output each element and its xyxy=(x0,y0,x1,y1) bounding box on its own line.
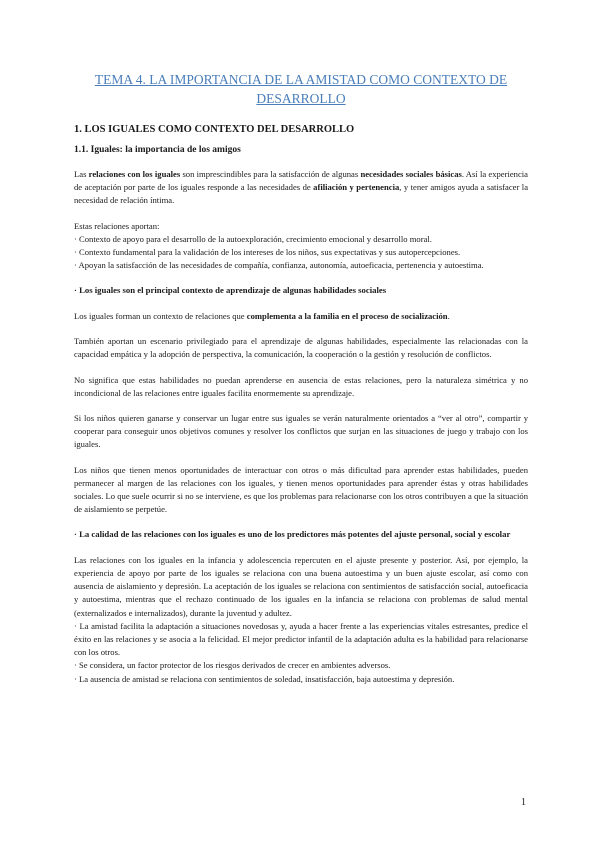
page-content xyxy=(74,70,528,698)
document-title: TEMA 4. LA IMPORTANCIA DE LA AMISTAD COMO CONTEXTO DE DESARROLLO xyxy=(94,72,508,106)
list-item: · Se considera, un factor protector de los riesgos derivados de crecer en ambientes adversos. xyxy=(74,660,391,671)
bullet-heading: · La calidad de las relaciones con los iguales es uno de los predictores más potentes del ajuste personal, social y escolar xyxy=(74,529,511,540)
contributions-list xyxy=(74,220,528,273)
paragraph: Si los niños quieren ganarse y conservar un lugar entre sus iguales se verán naturalmente orientados a “ver al otro”, compartir y cooperar para conseguir unos objetivos comunes y resolver los conflictos que surjan en las situaciones de juego y trabajo con los iguales. xyxy=(74,412,528,450)
list-item: · Contexto de apoyo para el desarrollo de la autoexploración, crecimiento emocional y desarrollo moral. xyxy=(74,233,432,244)
bullet-heading: · Los iguales son el principal contexto de aprendizaje de algunas habilidades sociales xyxy=(74,285,387,296)
list-item: · Apoyan la satisfacción de las necesidades de compañía, confianza, autonomía, autoeficacia, pertenencia y autoestima. xyxy=(74,260,484,271)
subsection-heading: 1.1. Iguales: la importancia de los amigos xyxy=(74,145,241,155)
paragraph: Los niños que tienen menos oportunidades de interactuar con otros o más dificultad para aprender estas habilidades, pueden permanecer al margen de las relaciones con los iguales, y tienen menos oportunidades para aprender éstas y otras habilidades sociales. Lo que suele ocurrir si no se interviene, es que los problemas para relacionarse con los otros contribuyen a que la situación de aislamiento se perpetúe. xyxy=(74,464,528,515)
list-item: · Contexto fundamental para la validación de los intereses de los niños, sus expectativas y sus autopercepciones. xyxy=(74,247,461,258)
page-number: 1 xyxy=(521,797,526,808)
paragraph: No significa que estas habilidades no puedan aprenderse en ausencia de estas relaciones, pero la naturaleza simétrica y no incondicional de las relaciones entre iguales facilita enormemente su aprendizaje. xyxy=(74,374,528,398)
outcomes-list xyxy=(74,554,528,686)
paragraph: Las relaciones con los iguales en la infancia y adolescencia repercuten en el ajuste presente y posterior. Así, por ejemplo, la experiencia de apoyo por parte de los iguales se relaciona con una buena autoestima y un buen ajuste escolar, así como con ausencia de aislamiento y depresión. La aceptación de los iguales se relaciona con sentimientos de satisfacción social, autoeficacia y autoestima, mientras que el rechazo continuado de los iguales en la infancia se relaciona con problemas de salud mental (externalizados e internalizados), durante la juventud y adultez. xyxy=(74,554,528,618)
paragraph: También aportan un escenario privilegiado para el aprendizaje de algunas habilidades, especialmente las relacionadas con la capacidad empática y la adopción de perspectiva, la comunicación, la cooperación o la gestión y resolución de conflictos. xyxy=(74,336,528,360)
paragraph: Las relaciones con los iguales son imprescindibles para la satisfacción de algunas necesidades sociales básicas. Así la experiencia de aceptación por parte de los iguales responde a las necesidades de afiliación y pertenencia, y tener amigos ayuda a satisfacer la necesidad de relación íntima. xyxy=(74,169,529,206)
list-intro: Estas relaciones aportan: xyxy=(74,220,160,231)
list-item: · La ausencia de amistad se relaciona con sentimientos de soledad, insatisfacción, baja autoestima y depresión. xyxy=(74,673,455,684)
list-item: · La amistad facilita la adaptación a situaciones novedosas y, ayuda a hacer frente a las experiencias vitales estresantes, predice el éxito en las relaciones y se asocia a la felicidad. El mejor predictor infantil de la adaptación adulta es la habilidad para relacionarse con los otros. xyxy=(74,620,528,658)
paragraph: Los iguales forman un contexto de relaciones que complementa a la familia en el proceso de socialización. xyxy=(74,310,450,321)
section-heading: 1. LOS IGUALES COMO CONTEXTO DEL DESARROLLO xyxy=(74,124,355,135)
